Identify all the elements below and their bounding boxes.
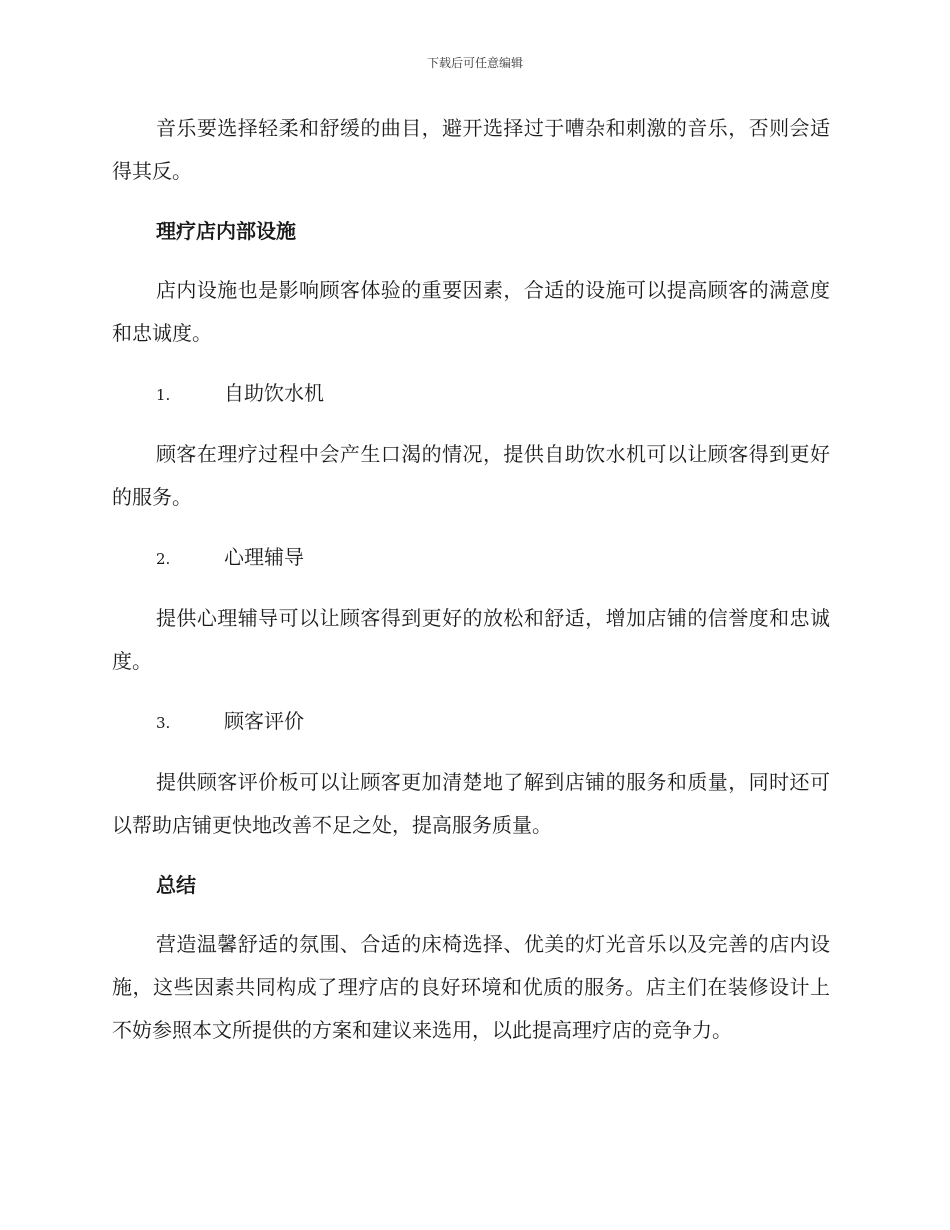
list-number: 1. — [156, 386, 171, 404]
list-title: 顾客评价 — [224, 709, 304, 733]
section-heading-summary: 总结 — [156, 873, 196, 897]
list-number: 3. — [156, 714, 171, 732]
list-item-2 — [156, 542, 830, 574]
page-header: 下载后可任意编辑 — [426, 56, 523, 70]
list-item-1 — [156, 378, 830, 410]
section-heading-facilities: 理疗店内部设施 — [156, 219, 296, 243]
list-item-3 — [156, 706, 830, 738]
list-title: 自助饮水机 — [224, 381, 324, 405]
list-number: 2. — [156, 550, 171, 568]
paragraph-summary: 营造温馨舒适的氛围、合适的床椅选择、优美的灯光音乐以及完善的店内设施，这些因素共同构成了理疗店的良好环境和优质的服务。店主们在装修设计上不妨参照本文所提供的方案和建议来选用，以此提高理疗店的竞争力。 — [112, 932, 830, 1042]
paragraph-facilities-intro: 店内设施也是影响顾客体验的重要因素，合适的设施可以提高顾客的满意度和忠诚度。 — [112, 278, 830, 345]
list-title: 心理辅导 — [224, 545, 304, 569]
document-body — [112, 107, 830, 1075]
paragraph-music: 音乐要选择轻柔和舒缓的曲目，避开选择过于嘈杂和刺激的音乐，否则会适得其反。 — [112, 116, 830, 183]
paragraph-customer-review: 提供顾客评价板可以让顾客更加清楚地了解到店铺的服务和质量，同时还可以帮助店铺更快地改善不足之处，提高服务质量。 — [112, 770, 830, 837]
paragraph-counseling: 提供心理辅导可以让顾客得到更好的放松和舒适，增加店铺的信誉度和忠诚度。 — [112, 606, 830, 673]
paragraph-water-dispenser: 顾客在理疗过程中会产生口渴的情况，提供自助饮水机可以让顾客得到更好的服务。 — [112, 442, 830, 509]
